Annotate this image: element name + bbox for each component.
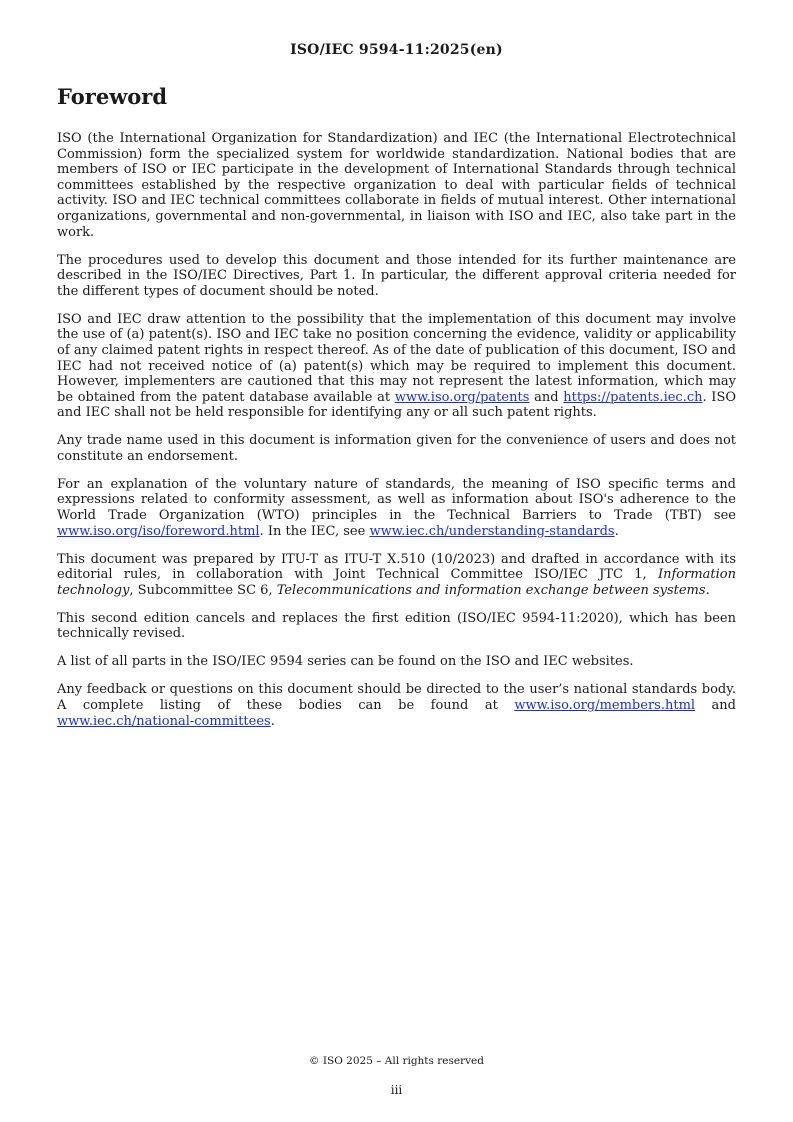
voluntary-text-3: . [614, 523, 619, 539]
voluntary-text-1: For an explanation of the voluntary nature of standards, the meaning of ISO specific terms and expressions related to conformity assessment, as well as information about ISO's adherence to the World Trade Organization (WTO) principles in the Technical Barriers to Trade (TBT) see [57, 476, 736, 524]
iec-patents-link[interactable]: https://patents.iec.ch [563, 389, 703, 405]
page-number: iii [390, 1083, 403, 1097]
foreword-body [57, 131, 736, 742]
iec-national-committees-link[interactable]: www.iec.ch/national-committees [57, 713, 271, 729]
subcommittee-title: Telecommunications and information exchange between systems [276, 582, 706, 598]
feedback-text-2: and [695, 697, 737, 713]
prepared-text-2: , Subcommittee SC 6, [129, 582, 277, 598]
paragraph-trade-name: Any trade name used in this document is information given for the convenience of users and does not constitute an endorsement. [57, 433, 736, 464]
iec-understanding-standards-link[interactable]: www.iec.ch/understanding-standards [369, 523, 615, 539]
document-id-header: ISO/IEC 9594-11:2025(en) [290, 42, 503, 58]
iso-members-link[interactable]: www.iso.org/members.html [514, 697, 696, 713]
page-title: Foreword [57, 84, 168, 109]
iso-patents-link[interactable]: www.iso.org/patents [394, 389, 530, 405]
paragraph-patents [57, 312, 736, 421]
committee-title: Information technology [57, 567, 736, 598]
feedback-text-1: Any feedback or questions on this document should be directed to the user’s national standards body. A complete listing of these bodies can be found at [57, 682, 736, 713]
patents-text-3: . ISO and IEC shall not be held responsible for identifying any or all such patent rights. [57, 389, 737, 421]
paragraph-procedures: The procedures used to develop this document and those intended for its further maintenance are described in the ISO/IEC Directives, Part 1. In particular, the different approval criteria needed for the different types of document should be noted. [57, 252, 736, 299]
paragraph-edition: This second edition cancels and replaces the first edition (ISO/IEC 9594-11:2020), which has been technically revised. [57, 610, 736, 642]
paragraph-series-list: A list of all parts in the ISO/IEC 9594 series can be found on the ISO and IEC websites. [57, 654, 634, 670]
paragraph-feedback [57, 682, 736, 729]
prepared-text-1: This document was prepared by ITU-T as ITU-T X.510 (10/2023) and drafted in accordance with its editorial rules, in collaboration with Joint Technical Committee ISO/IEC JTC 1, [57, 551, 736, 583]
feedback-text-3: . [270, 713, 275, 729]
iso-foreword-link[interactable]: www.iso.org/iso/foreword.html [57, 523, 260, 539]
paragraph-prepared-by [57, 552, 736, 599]
voluntary-text-2: . In the IEC, see [259, 523, 370, 539]
paragraph-standardization-bodies: ISO (the International Organization for Standardization) and IEC (the International Electrotechnical Commission) form the specialized system for worldwide standardization. National bodies that are members of ISO or IEC participate in the development of International Standards through technical committees established by the respective organization to deal with particular fields of technical activity. ISO and IEC technical committees collaborate in fields of mutual interest. Other international organizations, governmental and non-governmental, in liaison with ISO and IEC, also take part in the work. [57, 131, 736, 240]
copyright-footer: © ISO 2025 – All rights reserved [309, 1055, 484, 1067]
prepared-text-3: . [705, 582, 710, 598]
paragraph-voluntary-nature [57, 477, 736, 539]
patents-text-1: ISO and IEC draw attention to the possibility that the implementation of this document may involve the use of (a) patent(s). ISO and IEC take no position concerning the evidence, validity or applicability of any claimed patent rights in respect thereof. As of the date of publication of this document, ISO and IEC had not received notice of (a) patent(s) which may be required to implement this document. However, implementers are cautioned that this may not represent the latest information, which may be obtained from the patent database available at [57, 311, 736, 405]
patents-text-2: and [529, 389, 564, 405]
